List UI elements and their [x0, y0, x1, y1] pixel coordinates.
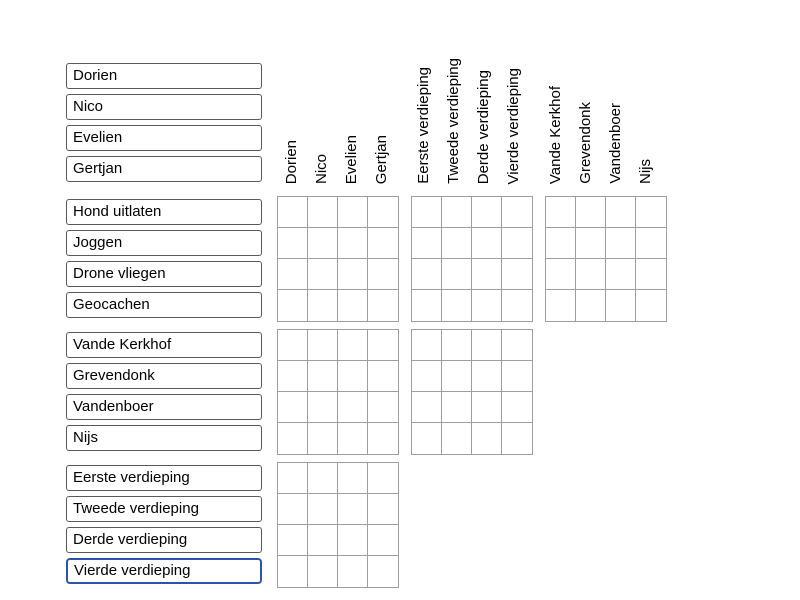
grid-cell[interactable]: [368, 423, 398, 454]
grid-cell[interactable]: [368, 494, 398, 525]
grid-cell[interactable]: [338, 228, 368, 259]
grid-cell[interactable]: [338, 556, 368, 587]
grid-cell[interactable]: [442, 259, 472, 290]
label-row: [66, 391, 262, 422]
label-row: [66, 493, 262, 524]
label-row: [66, 227, 262, 258]
grid-cell[interactable]: [636, 290, 666, 321]
surnames-item-4-input[interactable]: [66, 425, 262, 451]
column-header-label: Evelien: [342, 134, 360, 184]
grid-cell[interactable]: [576, 228, 606, 259]
grid-block-surnames-names: [277, 329, 399, 455]
grid-cell[interactable]: [606, 259, 636, 290]
grid-cell[interactable]: [606, 228, 636, 259]
label-row: [66, 196, 262, 227]
grid-cell[interactable]: [546, 290, 576, 321]
activities-item-2-input[interactable]: [66, 230, 262, 256]
grid-cell[interactable]: [502, 361, 532, 392]
grid-cell[interactable]: [368, 556, 398, 587]
grid-cell[interactable]: [442, 290, 472, 321]
column-header-label: Gertjan: [372, 134, 390, 184]
grid-cell[interactable]: [338, 330, 368, 361]
grid-cell[interactable]: [278, 361, 308, 392]
grid-cell[interactable]: [278, 525, 308, 556]
grid-cell[interactable]: [368, 525, 398, 556]
grid-cell[interactable]: [308, 197, 338, 228]
grid-cell[interactable]: [278, 228, 308, 259]
label-row: [66, 60, 262, 91]
surnames-column: [66, 329, 262, 455]
grid-cell[interactable]: [472, 330, 502, 361]
column-header: [277, 140, 307, 184]
activities-column: [66, 196, 262, 322]
grid-cell[interactable]: [338, 259, 368, 290]
grid-cell[interactable]: [338, 392, 368, 423]
grid-cell[interactable]: [412, 330, 442, 361]
column-header-label: Eerste verdieping: [414, 67, 432, 184]
column-header: [307, 154, 337, 184]
grid-cell[interactable]: [502, 423, 532, 454]
grid-cell[interactable]: [442, 392, 472, 423]
grid-cell[interactable]: [442, 330, 472, 361]
column-header-label: Nijs: [636, 159, 654, 184]
label-row: [66, 289, 262, 320]
grid-cell[interactable]: [308, 228, 338, 259]
column-header-label: Nico: [312, 153, 330, 184]
grid-cell[interactable]: [368, 197, 398, 228]
column-header-group-floors: [409, 58, 529, 184]
label-row: [66, 555, 262, 586]
grid-cell[interactable]: [472, 259, 502, 290]
grid-cell[interactable]: [576, 259, 606, 290]
surnames-item-1-input[interactable]: [66, 332, 262, 358]
column-header: [571, 102, 601, 184]
grid-cell[interactable]: [308, 330, 338, 361]
grid-cell[interactable]: [472, 228, 502, 259]
names-item-3-input[interactable]: [66, 125, 262, 151]
grid-blocks-row-floors: [277, 462, 399, 588]
grid-cell[interactable]: [442, 361, 472, 392]
column-header: [631, 159, 661, 184]
column-header: [439, 58, 469, 184]
grid-cell[interactable]: [442, 197, 472, 228]
floors-item-2-input[interactable]: [66, 496, 262, 522]
grid-block-activities-surnames: [545, 196, 667, 322]
column-header: [409, 67, 439, 184]
names-column: [66, 60, 262, 184]
grid-cell[interactable]: [308, 259, 338, 290]
grid-cell[interactable]: [278, 197, 308, 228]
grid-cell[interactable]: [412, 392, 442, 423]
grid-cell[interactable]: [636, 228, 666, 259]
column-headers: [277, 58, 661, 184]
grid-cell[interactable]: [412, 361, 442, 392]
grid-cell[interactable]: [412, 423, 442, 454]
column-header: [499, 68, 529, 184]
grid-cell[interactable]: [308, 392, 338, 423]
grid-cell[interactable]: [546, 197, 576, 228]
grid-cell[interactable]: [576, 197, 606, 228]
header-row: [66, 12, 800, 184]
grid-cell[interactable]: [278, 423, 308, 454]
grid-cell[interactable]: [472, 197, 502, 228]
grid-block-surnames-floors: [411, 329, 533, 455]
grid-cell[interactable]: [472, 392, 502, 423]
grid-cell[interactable]: [308, 525, 338, 556]
grid-cell[interactable]: [338, 423, 368, 454]
grid-cell[interactable]: [308, 361, 338, 392]
floors-item-4-input-focused[interactable]: [66, 558, 262, 584]
activities-item-3-input[interactable]: [66, 261, 262, 287]
floors-item-3-input[interactable]: [66, 527, 262, 553]
label-row: [66, 153, 262, 184]
column-header-group-names: [277, 135, 397, 184]
grid-cell[interactable]: [412, 290, 442, 321]
label-row: [66, 360, 262, 391]
grid-cell[interactable]: [278, 330, 308, 361]
column-header: [541, 86, 571, 184]
grid-cell[interactable]: [472, 423, 502, 454]
activities-item-4-input[interactable]: [66, 292, 262, 318]
column-header: [601, 103, 631, 184]
grid-cell[interactable]: [502, 330, 532, 361]
label-row: [66, 524, 262, 555]
grid-cell[interactable]: [278, 556, 308, 587]
label-row: [66, 329, 262, 360]
grid-cell[interactable]: [636, 197, 666, 228]
column-header: [337, 135, 367, 184]
surnames-item-3-input[interactable]: [66, 394, 262, 420]
grid-cell[interactable]: [308, 494, 338, 525]
grid-cell[interactable]: [338, 290, 368, 321]
grid-cell[interactable]: [308, 463, 338, 494]
grid-blocks-row-surnames: [277, 329, 533, 455]
column-header-group-surnames: [541, 86, 661, 184]
grid-cell[interactable]: [338, 197, 368, 228]
grid-cell[interactable]: [368, 330, 398, 361]
grid-cell[interactable]: [502, 290, 532, 321]
grid-blocks-row-activities: [277, 196, 667, 322]
column-header-label: Grevendonk: [576, 102, 594, 184]
grid-block-activities-names: [277, 196, 399, 322]
grid-cell[interactable]: [338, 463, 368, 494]
grid-cell[interactable]: [636, 259, 666, 290]
grid-cell[interactable]: [368, 290, 398, 321]
names-item-2-input[interactable]: [66, 94, 262, 120]
label-row: [66, 422, 262, 453]
grid-cell[interactable]: [368, 228, 398, 259]
row-group-surnames: [66, 329, 800, 455]
row-group-activities: [66, 196, 800, 322]
grid-cell[interactable]: [368, 361, 398, 392]
grid-cell[interactable]: [278, 494, 308, 525]
row-group-floors: [66, 462, 800, 588]
grid-cell[interactable]: [546, 228, 576, 259]
floors-item-1-input[interactable]: [66, 465, 262, 491]
grid-cell[interactable]: [412, 228, 442, 259]
grid-cell[interactable]: [412, 259, 442, 290]
column-header-label: Vierde verdieping: [504, 67, 522, 184]
names-item-1-input[interactable]: [66, 63, 262, 89]
grid-cell[interactable]: [502, 228, 532, 259]
surnames-item-2-input[interactable]: [66, 363, 262, 389]
grid-cell[interactable]: [606, 197, 636, 228]
grid-cell[interactable]: [308, 290, 338, 321]
grid-cell[interactable]: [368, 392, 398, 423]
grid-cell[interactable]: [502, 197, 532, 228]
label-row: [66, 122, 262, 153]
grid-cell[interactable]: [442, 228, 472, 259]
column-header-label: Dorien: [282, 139, 300, 184]
grid-block-activities-floors: [411, 196, 533, 322]
grid-cell[interactable]: [502, 392, 532, 423]
grid-cell[interactable]: [412, 197, 442, 228]
activities-item-1-input[interactable]: [66, 199, 262, 225]
column-header-label: Vande Kerkhof: [546, 85, 564, 184]
grid-cell[interactable]: [278, 259, 308, 290]
label-row: [66, 91, 262, 122]
grid-cell[interactable]: [308, 556, 338, 587]
grid-block-floors-names: [277, 462, 399, 588]
grid-cell[interactable]: [546, 259, 576, 290]
grid-cell[interactable]: [338, 525, 368, 556]
label-row: [66, 462, 262, 493]
grid-cell[interactable]: [368, 463, 398, 494]
grid-cell[interactable]: [338, 494, 368, 525]
grid-cell[interactable]: [368, 259, 398, 290]
grid-cell[interactable]: [442, 423, 472, 454]
grid-cell[interactable]: [278, 392, 308, 423]
grid-cell[interactable]: [278, 463, 308, 494]
grid-cell[interactable]: [576, 290, 606, 321]
grid-cell[interactable]: [606, 290, 636, 321]
column-header-label: Vandenboer: [606, 103, 624, 184]
grid-cell[interactable]: [278, 290, 308, 321]
grid-cell[interactable]: [502, 259, 532, 290]
column-header: [469, 70, 499, 184]
column-header-label: Derde verdieping: [474, 69, 492, 184]
grid-cell[interactable]: [472, 290, 502, 321]
grid-cell[interactable]: [472, 361, 502, 392]
column-header: [367, 135, 397, 184]
floors-column: [66, 462, 262, 588]
column-header-label: Tweede verdieping: [444, 58, 462, 184]
grid-cell[interactable]: [308, 423, 338, 454]
names-item-4-input[interactable]: [66, 156, 262, 182]
label-row: [66, 258, 262, 289]
grid-cell[interactable]: [338, 361, 368, 392]
